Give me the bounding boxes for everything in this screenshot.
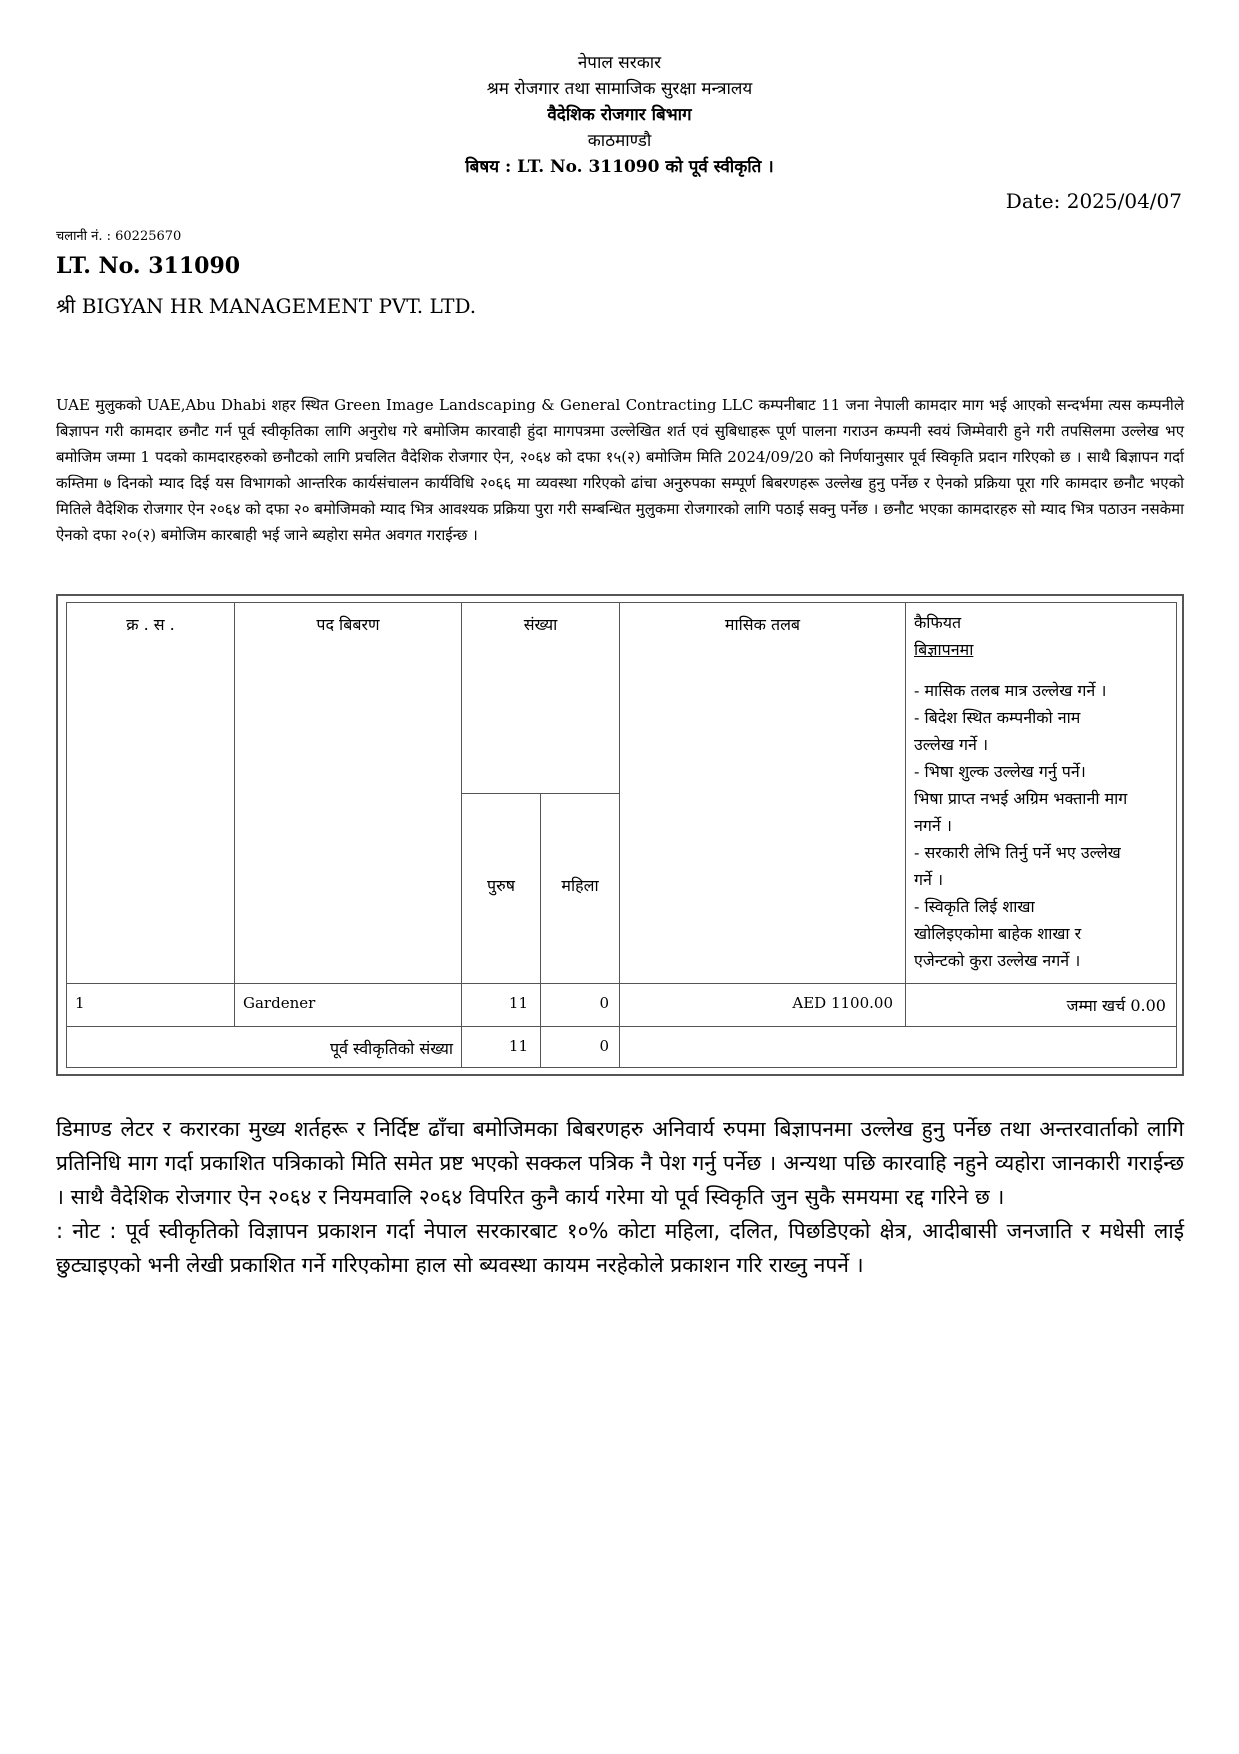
remarks-line: एजेन्टको कुरा उल्लेख नगर्ने । bbox=[914, 951, 1081, 970]
total-empty-cell bbox=[619, 1026, 1177, 1068]
th-count-label: संख्या bbox=[523, 615, 558, 634]
letter-date: Date: 2025/04/07 bbox=[1005, 189, 1182, 213]
th-sn-label: क्र . स . bbox=[126, 615, 175, 634]
th-post bbox=[234, 602, 462, 984]
remarks-line: - भिषा शुल्क उल्लेख गर्नु पर्ने। bbox=[914, 762, 1086, 781]
td-sn: 1 bbox=[66, 983, 235, 1027]
td-salary: AED 1100.00 bbox=[619, 983, 906, 1027]
th-post-label: पद बिबरण bbox=[316, 615, 380, 634]
th-female-label: महिला bbox=[561, 876, 599, 895]
remarks-line: - बिदेश स्थित कम्पनीको नाम bbox=[914, 708, 1081, 727]
th-remarks bbox=[905, 602, 1177, 984]
th-sn bbox=[66, 602, 235, 984]
th-salary-label: मासिक तलब bbox=[724, 615, 801, 634]
th-female bbox=[540, 793, 620, 984]
td-total-expense: जम्मा खर्च 0.00 bbox=[905, 983, 1177, 1027]
approval-table bbox=[56, 594, 1184, 1076]
remarks-title: बिज्ञापनमा bbox=[914, 640, 974, 659]
recipient: श्री BIGYAN HR MANAGEMENT PVT. LTD. bbox=[56, 294, 477, 318]
remarks-line: नगर्ने । bbox=[914, 816, 952, 835]
td-female: 0 bbox=[540, 983, 620, 1027]
th-count bbox=[461, 602, 620, 794]
header-government: नेपाल सरकार bbox=[577, 53, 662, 73]
letter-header bbox=[0, 50, 1239, 180]
remarks-line: - स्विकृति लिई शाखा bbox=[914, 897, 1035, 916]
remarks-line: भिषा प्राप्त नभई अग्रिम भक्तानी माग bbox=[914, 789, 1128, 808]
th-male bbox=[461, 793, 541, 984]
td-male: 11 bbox=[461, 983, 541, 1027]
header-city: काठमाण्डौ bbox=[587, 131, 652, 151]
remarks-line: उल्लेख गर्ने । bbox=[914, 735, 989, 754]
footer-note: : नोट : पूर्व स्वीकृतिको विज्ञापन प्रकाशन गर्दा नेपाल सरकारबाट १०% कोटा महिला, दलित, पिछडिएको क्षेत्र, आदीबासी जनजाति र मधेसी लाई छुट्याइएको भनी लेखी प्रकाशित गर्ने गरिएकोमा हाल सो ब्यवस्था कायम नरहेकोले प्रकाशन गरि राख्नु नपर्ने । bbox=[56, 1219, 1184, 1277]
th-male-label: पुरुष bbox=[487, 876, 515, 895]
td-post: Gardener bbox=[234, 983, 462, 1027]
total-label: पूर्व स्वीकृतिको संख्या bbox=[66, 1026, 462, 1068]
header-department: वैदेशिक रोजगार बिभाग bbox=[547, 105, 692, 125]
body-paragraph: UAE मुलुकको UAE,Abu Dhabi शहर स्थित Green Image Landscaping & General Contracting LLC कम्पनीबाट 11 जना नेपाली कामदार माग भई आएको सन्दर्भमा त्यस कम्पनीले बिज्ञापन गरी कामदार छनौट गर्न पूर्व स्वीकृतिका लागि अनुरोध गरे बमोजिम कारवाही हुंदा मागपत्रमा उल्लेखित शर्त एवं सुबिधाहरू पूर्ण पालना गराउन कम्पनी स्वयं जिम्मेवारी हुने गरी तपसिलमा उल्लेख भए बमोजिम जम्मा 1 पदको कामदारहरुको छनौटको लागि प्रचलित वैदेशिक रोजगार ऐन, २०६४ को दफा १५(२) बमोजिम मिति 2024/09/20 को निर्णयानुसार पूर्व स्विकृति प्रदान गरिएको छ । साथै बिज्ञापन गर्दा कम्तिमा ७ दिनको म्याद दिई यस विभागको आन्तरिक कार्यसंचालन कार्यविधि २०६६ मा व्यवस्था गरिएको ढांचा अनुरुपका सम्पूर्ण बिबरणहरू उल्लेख हुनु पर्नेछ र ऐनको प्रक्रिया पूरा गरि कामदार छनौट भएको मितिले वैदेशिक रोजगार ऐन २०६४ को दफा २० बमोजिमको म्याद भित्र आवश्यक प्रक्रिया पुरा गरी सम्बन्धित मुलुकमा रोजगारको लागि पठाई सक्नु पर्नेछ । छनौट भएका कामदारहरु सो म्याद भित्र पठाउन नसकेमा ऐनको दफा २०(२) बमोजिम कारबाही भई जाने ब्यहोरा समेत अवगत गराईन्छ । bbox=[56, 396, 1184, 544]
lt-number: LT. No. 311090 bbox=[56, 253, 241, 279]
remarks-line: - मासिक तलब मात्र उल्लेख गर्ने । bbox=[914, 681, 1107, 700]
remarks-heading: कैफियत bbox=[914, 613, 962, 632]
footer-notes bbox=[56, 1112, 1184, 1282]
footer-paragraph: डिमाण्ड लेटर र करारका मुख्य शर्तहरू र निर्दिष्ट ढाँचा बमोजिमका बिबरणहरु अनिवार्य रुपमा बिज्ञापनमा उल्लेख हुनु पर्नेछ तथा अन्तरवार्ताको लागि प्रतिनिधि माग गर्दा प्रकाशित पत्रिकाको मिति समेत प्रष्ट भएको सक्कल पत्रिक नै पेश गर्नु पर्नेछ । अन्यथा पछि कारवाहि नहुने व्यहोरा जानकारी गराईन्छ । साथै वैदेशिक रोजगार ऐन २०६४ र नियमवालि २०६४ विपरित कुनै कार्य गरेमा यो पूर्व स्विकृति जुन सुकै समयमा रद्द गरिने छ । bbox=[56, 1117, 1184, 1209]
header-subject: बिषय : LT. No. 311090 को पूर्व स्वीकृति । bbox=[465, 157, 774, 177]
remarks-line: - सरकारी लेभि तिर्नु पर्ने भए उल्लेख bbox=[914, 843, 1121, 862]
total-male: 11 bbox=[461, 1026, 541, 1068]
chalani-number: चलानी नं. : 60225670 bbox=[56, 229, 182, 244]
remarks-line: खोलिइएकोमा बाहेक शाखा र bbox=[914, 924, 1082, 943]
header-ministry: श्रम रोजगार तथा सामाजिक सुरक्षा मन्त्रालय bbox=[486, 79, 753, 99]
th-salary bbox=[619, 602, 906, 984]
remarks-line: गर्ने । bbox=[914, 870, 944, 889]
total-female: 0 bbox=[540, 1026, 620, 1068]
